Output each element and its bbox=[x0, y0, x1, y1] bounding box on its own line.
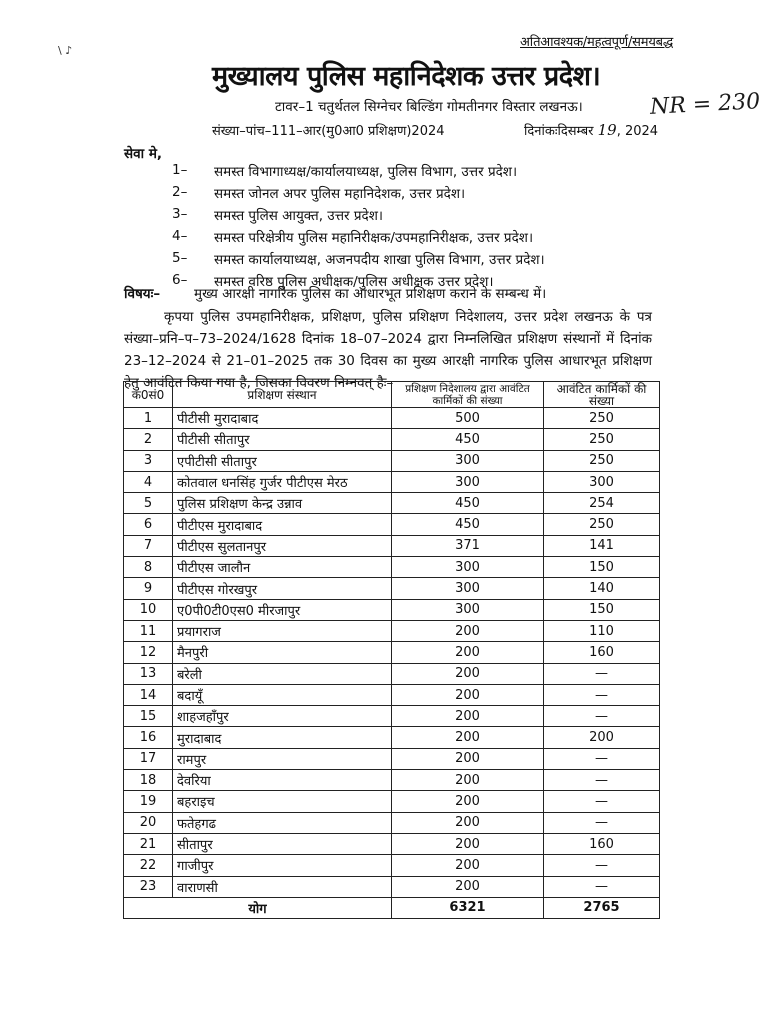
row-serial: 17 bbox=[124, 748, 173, 769]
row-allotted: 160 bbox=[544, 833, 660, 854]
table-row bbox=[124, 684, 660, 705]
row-institution: बदायूँ bbox=[173, 684, 392, 705]
row-serial: 6 bbox=[124, 514, 173, 535]
row-allotted: 200 bbox=[544, 727, 660, 748]
row-institution: सीतापुर bbox=[173, 833, 392, 854]
row-allotted: — bbox=[544, 855, 660, 876]
corner-mark: \ ♪ bbox=[58, 44, 73, 57]
row-institution: कोतवाल धनसिंह गुर्जर पीटीएस मेरठ bbox=[173, 471, 392, 492]
recipient-number: 5– bbox=[172, 250, 188, 266]
office-address: टावर–1 चतुर्थतल सिग्नेचर बिल्डिंग गोमतीनगर विस्तार लखनऊ। bbox=[275, 99, 583, 115]
row-allotted: 250 bbox=[544, 408, 660, 429]
row-directorate-allotted: 500 bbox=[392, 408, 544, 429]
row-serial: 16 bbox=[124, 727, 173, 748]
row-institution: बरेली bbox=[173, 663, 392, 684]
row-allotted: 150 bbox=[544, 557, 660, 578]
table-row bbox=[124, 599, 660, 620]
row-allotted: 300 bbox=[544, 471, 660, 492]
row-directorate-allotted: 200 bbox=[392, 620, 544, 641]
row-directorate-allotted: 200 bbox=[392, 642, 544, 663]
row-institution: मैनपुरी bbox=[173, 642, 392, 663]
table-row bbox=[124, 450, 660, 471]
table-row bbox=[124, 791, 660, 812]
row-serial: 14 bbox=[124, 684, 173, 705]
table-row bbox=[124, 535, 660, 556]
recipient-text: समस्त विभागाध्यक्ष/कार्यालयाध्यक्ष, पुलिस विभाग, उत्तर प्रदेश। bbox=[214, 164, 518, 180]
body-paragraph: कृपया पुलिस उपमहानिरीक्षक, प्रशिक्षण, पुलिस प्रशिक्षण निदेशालय, उत्तर प्रदेश लखनऊ के पत्र संख्या–प्रनि–प–73–2024/1628 दिनांक 18–07–2024 द्वारा निम्नलिखित प्रशिक्षण संस्थानों में दिनांक 23–12–2024 से 21–01–2025 तक 30 दिवस का मुख्य आरक्षी नागरिक पुलिस आधारभूत प्रशिक्षण हेतु आवंटित किया गया है, जिसका विवरण निम्नवत् हैः– bbox=[124, 309, 652, 391]
row-institution: देवरिया bbox=[173, 770, 392, 791]
recipient-item bbox=[172, 184, 545, 206]
row-allotted: — bbox=[544, 791, 660, 812]
table-row bbox=[124, 471, 660, 492]
row-allotted: — bbox=[544, 876, 660, 897]
row-institution: शाहजहाँपुर bbox=[173, 706, 392, 727]
table-row bbox=[124, 620, 660, 641]
total-label: योग bbox=[124, 897, 392, 918]
row-serial: 9 bbox=[124, 578, 173, 599]
row-directorate-allotted: 300 bbox=[392, 450, 544, 471]
date-year: , 2024 bbox=[616, 124, 659, 139]
row-serial: 18 bbox=[124, 770, 173, 791]
recipient-text: समस्त जोनल अपर पुलिस महानिदेशक, उत्तर प्रदेश। bbox=[214, 186, 466, 202]
row-serial: 1 bbox=[124, 408, 173, 429]
row-directorate-allotted: 200 bbox=[392, 770, 544, 791]
subject-line bbox=[124, 284, 546, 302]
row-allotted: — bbox=[544, 770, 660, 791]
table-row bbox=[124, 855, 660, 876]
row-directorate-allotted: 200 bbox=[392, 812, 544, 833]
table-row bbox=[124, 408, 660, 429]
row-directorate-allotted: 450 bbox=[392, 429, 544, 450]
row-allotted: 140 bbox=[544, 578, 660, 599]
row-directorate-allotted: 450 bbox=[392, 514, 544, 535]
row-allotted: — bbox=[544, 748, 660, 769]
subject-label: विषयः– bbox=[124, 286, 161, 302]
row-allotted: — bbox=[544, 663, 660, 684]
row-directorate-allotted: 300 bbox=[392, 599, 544, 620]
header-allotted: आवंटित कार्मिकों की संख्या bbox=[544, 382, 660, 408]
row-institution: वाराणसी bbox=[173, 876, 392, 897]
row-allotted: 160 bbox=[544, 642, 660, 663]
table-row bbox=[124, 706, 660, 727]
handwritten-note: NR = 230 bbox=[649, 89, 761, 120]
row-serial: 22 bbox=[124, 855, 173, 876]
table-row bbox=[124, 429, 660, 450]
priority-label: अतिआवश्यक/महत्वपूर्ण/समयबद्ध bbox=[520, 35, 674, 50]
table-row bbox=[124, 514, 660, 535]
row-institution: पीटीएस जालौन bbox=[173, 557, 392, 578]
row-allotted: — bbox=[544, 812, 660, 833]
letter-date bbox=[524, 121, 658, 139]
row-institution: एपीटीसी सीतापुर bbox=[173, 450, 392, 471]
recipient-number: 1– bbox=[172, 162, 188, 178]
row-allotted: 110 bbox=[544, 620, 660, 641]
row-serial: 5 bbox=[124, 493, 173, 514]
row-institution: प्रयागराज bbox=[173, 620, 392, 641]
salutation: सेवा मे, bbox=[124, 146, 163, 162]
row-institution: ए0पी0टी0एस0 मीरजापुर bbox=[173, 599, 392, 620]
row-serial: 8 bbox=[124, 557, 173, 578]
row-allotted: 250 bbox=[544, 514, 660, 535]
table-row bbox=[124, 727, 660, 748]
row-serial: 4 bbox=[124, 471, 173, 492]
allocation-table bbox=[123, 381, 660, 919]
row-institution: बहराइच bbox=[173, 791, 392, 812]
row-serial: 2 bbox=[124, 429, 173, 450]
row-institution: फतेहगढ bbox=[173, 812, 392, 833]
recipient-item bbox=[172, 228, 545, 250]
date-label: दिनांकःदिसम्बर bbox=[524, 124, 594, 139]
row-directorate-allotted: 200 bbox=[392, 684, 544, 705]
row-serial: 11 bbox=[124, 620, 173, 641]
table-row bbox=[124, 493, 660, 514]
row-serial: 3 bbox=[124, 450, 173, 471]
recipient-item bbox=[172, 250, 545, 272]
row-allotted: 150 bbox=[544, 599, 660, 620]
table-row bbox=[124, 812, 660, 833]
recipient-number: 2– bbox=[172, 184, 188, 200]
header-directorate-allotted: प्रशिक्षण निदेशालय द्वारा आवंटित कार्मिकों की संख्या bbox=[392, 382, 544, 408]
date-day: 19 bbox=[597, 121, 617, 139]
row-directorate-allotted: 450 bbox=[392, 493, 544, 514]
row-institution: पीटीसी सीतापुर bbox=[173, 429, 392, 450]
table-row bbox=[124, 557, 660, 578]
row-allotted: — bbox=[544, 684, 660, 705]
row-serial: 12 bbox=[124, 642, 173, 663]
row-institution: पुलिस प्रशिक्षण केन्द्र उन्नाव bbox=[173, 493, 392, 514]
row-institution: रामपुर bbox=[173, 748, 392, 769]
row-serial: 15 bbox=[124, 706, 173, 727]
row-allotted: 254 bbox=[544, 493, 660, 514]
row-allotted: — bbox=[544, 706, 660, 727]
recipient-item bbox=[172, 162, 545, 184]
recipient-text: समस्त परिक्षेत्रीय पुलिस महानिरीक्षक/उपमहानिरीक्षक, उत्तर प्रदेश। bbox=[214, 230, 534, 246]
table-row bbox=[124, 748, 660, 769]
recipient-item bbox=[172, 206, 545, 228]
table-row bbox=[124, 642, 660, 663]
recipient-number: 6– bbox=[172, 272, 188, 288]
row-directorate-allotted: 300 bbox=[392, 471, 544, 492]
table-row bbox=[124, 578, 660, 599]
row-directorate-allotted: 200 bbox=[392, 791, 544, 812]
row-directorate-allotted: 200 bbox=[392, 855, 544, 876]
row-institution: पीटीएस मुरादाबाद bbox=[173, 514, 392, 535]
row-directorate-allotted: 371 bbox=[392, 535, 544, 556]
table-header-row bbox=[124, 382, 660, 408]
recipient-text: समस्त कार्यालयाध्यक्ष, अजनपदीय शाखा पुलिस विभाग, उत्तर प्रदेश। bbox=[214, 252, 545, 268]
table-row bbox=[124, 833, 660, 854]
recipient-list bbox=[172, 162, 545, 294]
row-institution: पीटीसी मुरादाबाद bbox=[173, 408, 392, 429]
header-institution: प्रशिक्षण संस्थान bbox=[173, 382, 392, 408]
total-directorate-allotted: 6321 bbox=[392, 897, 544, 918]
row-institution: मुरादाबाद bbox=[173, 727, 392, 748]
page-title: मुख्यालय पुलिस महानिदेशक उत्तर प्रदेश। bbox=[212, 61, 601, 92]
row-directorate-allotted: 200 bbox=[392, 748, 544, 769]
row-directorate-allotted: 200 bbox=[392, 833, 544, 854]
row-allotted: 250 bbox=[544, 429, 660, 450]
table-row bbox=[124, 876, 660, 897]
subject-text: मुख्य आरक्षी नागरिक पुलिस का आधारभूत प्रशिक्षण कराने के सम्बन्ध में। bbox=[194, 286, 547, 302]
row-serial: 20 bbox=[124, 812, 173, 833]
row-directorate-allotted: 300 bbox=[392, 557, 544, 578]
recipient-text: समस्त पुलिस आयुक्त, उत्तर प्रदेश। bbox=[214, 208, 383, 224]
row-institution: पीटीएस गोरखपुर bbox=[173, 578, 392, 599]
row-directorate-allotted: 200 bbox=[392, 727, 544, 748]
row-directorate-allotted: 200 bbox=[392, 706, 544, 727]
table-row bbox=[124, 663, 660, 684]
row-allotted: 250 bbox=[544, 450, 660, 471]
row-serial: 7 bbox=[124, 535, 173, 556]
reference-number: संख्या–पांच–111–आर(मु0आ0 प्रशिक्षण)2024 bbox=[212, 124, 445, 139]
row-institution: गाजीपुर bbox=[173, 855, 392, 876]
row-directorate-allotted: 300 bbox=[392, 578, 544, 599]
row-serial: 13 bbox=[124, 663, 173, 684]
recipient-text: समस्त वरिष्ठ पुलिस अधीक्षक/पुलिस अधीक्षक उत्तर प्रदेश। bbox=[214, 274, 494, 290]
row-directorate-allotted: 200 bbox=[392, 663, 544, 684]
row-serial: 19 bbox=[124, 791, 173, 812]
recipient-number: 4– bbox=[172, 228, 188, 244]
row-directorate-allotted: 200 bbox=[392, 876, 544, 897]
row-institution: पीटीएस सुलतानपुर bbox=[173, 535, 392, 556]
row-allotted: 141 bbox=[544, 535, 660, 556]
row-serial: 10 bbox=[124, 599, 173, 620]
table-row bbox=[124, 770, 660, 791]
header-serial: क0सं0 bbox=[124, 382, 173, 408]
table-total-row bbox=[124, 897, 660, 918]
row-serial: 23 bbox=[124, 876, 173, 897]
total-allotted: 2765 bbox=[544, 897, 660, 918]
recipient-number: 3– bbox=[172, 206, 188, 222]
row-serial: 21 bbox=[124, 833, 173, 854]
